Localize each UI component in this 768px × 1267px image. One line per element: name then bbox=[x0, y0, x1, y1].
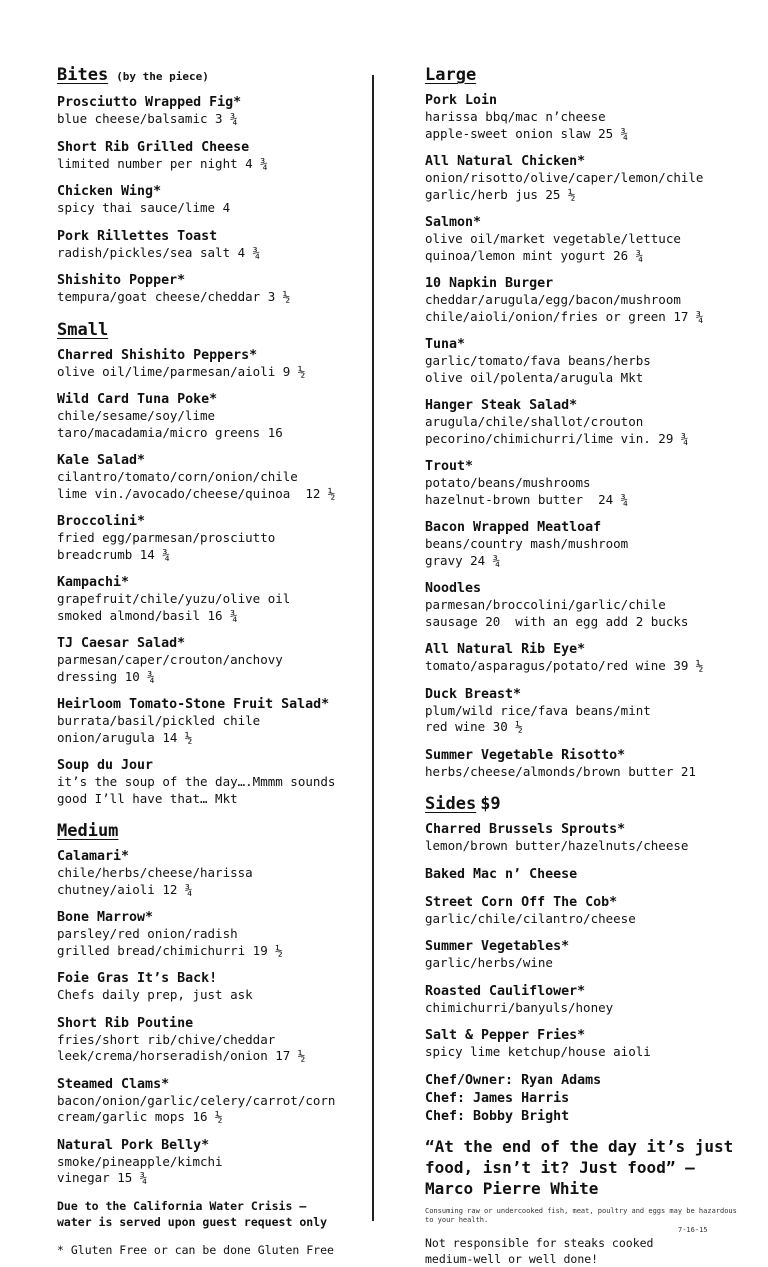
menu-item-description: potato/beans/mushrooms hazelnut-brown butter 24 ¾ bbox=[425, 475, 629, 507]
menu-item bbox=[57, 574, 357, 624]
menu-item-name: All Natural Chicken* bbox=[425, 154, 586, 169]
menu-item-description: chimichurri/banyuls/honey bbox=[425, 999, 614, 1015]
menu-item bbox=[425, 1027, 745, 1061]
menu-item-name: Short Rib Grilled Cheese bbox=[57, 139, 250, 155]
section-title: Bites (by the piece) bbox=[57, 62, 357, 90]
section-title: Large bbox=[425, 65, 477, 85]
menu-item-description: beans/country mash/mushroom gravy 24 ¾ bbox=[425, 536, 629, 568]
menu-item-description: plum/wild rice/fava beans/mint red wine 30 ½ bbox=[425, 702, 651, 734]
menu-item bbox=[57, 183, 357, 217]
menu-item-description: burrata/basil/pickled chile onion/arugula 14 ½ bbox=[57, 713, 261, 745]
menu-item bbox=[57, 970, 357, 1004]
menu-item bbox=[425, 519, 745, 569]
menu-item-name: Trout* bbox=[425, 459, 474, 474]
menu-item-description: herbs/cheese/almonds/brown butter 21 bbox=[425, 763, 696, 779]
menu-item-description: fries/short rib/chive/cheddar leek/crema/horseradish/onion 17 ½ bbox=[57, 1031, 306, 1063]
menu-item bbox=[57, 513, 357, 563]
water-notice: Due to the California Water Crisis – water is served upon guest request only bbox=[57, 1198, 328, 1229]
menu-item-description: radish/pickles/sea salt 4 ¾ bbox=[57, 244, 261, 260]
staff-line: Chef/Owner: Ryan Adams bbox=[425, 1072, 602, 1088]
steak-note: Not responsible for steaks cooked medium-well or well done! bbox=[425, 1235, 654, 1266]
menu-item-description: onion/risotto/olive/caper/lemon/chile garlic/herb jus 25 ½ bbox=[425, 170, 704, 202]
menu-item bbox=[425, 397, 745, 447]
menu-item-name: Salt & Pepper Fries* bbox=[425, 1028, 586, 1043]
right-column bbox=[425, 62, 745, 1267]
menu-item bbox=[57, 1137, 357, 1187]
menu-item-name: Salmon* bbox=[425, 215, 482, 230]
section-subtitle: (by the piece) bbox=[116, 70, 209, 83]
menu-item-description: chile/herbs/cheese/harissa chutney/aioli 12 ¾ bbox=[57, 865, 253, 897]
menu-item-description: blue cheese/balsamic 3 ¾ bbox=[57, 111, 238, 126]
menu-item-name: Pork Loin bbox=[425, 93, 498, 108]
menu-item-name: Tuna* bbox=[425, 337, 466, 352]
chef-quote: “At the end of the day it’s just food, isn’t it? Just food” – Marco Pierre White bbox=[425, 1136, 734, 1198]
menu-item bbox=[425, 894, 745, 928]
menu-item-name: Street Corn Off The Cob* bbox=[425, 894, 618, 910]
menu-item-description: chile/sesame/soy/lime taro/macadamia/micro greens 16 bbox=[57, 408, 283, 440]
menu-item bbox=[57, 94, 357, 128]
menu-item-description: tempura/goat cheese/cheddar 3 ½ bbox=[57, 289, 291, 304]
menu-item bbox=[425, 821, 745, 855]
menu-item bbox=[57, 696, 357, 746]
menu-item bbox=[425, 336, 745, 386]
section-title: Sides $9 bbox=[425, 791, 745, 817]
menu-item-description: parmesan/caper/crouton/anchovy dressing 10 ¾ bbox=[57, 652, 283, 684]
menu-item-name: Wild Card Tuna Poke* bbox=[57, 392, 218, 407]
menu-item-name: Prosciutto Wrapped Fig* bbox=[57, 95, 242, 110]
section-title: Medium bbox=[57, 821, 119, 841]
menu-item-name: Hanger Steak Salad* bbox=[425, 398, 578, 413]
menu-item-name: Charred Shishito Peppers* bbox=[57, 347, 258, 363]
menu-item bbox=[57, 848, 357, 898]
menu-item-description: arugula/chile/shallot/crouton pecorino/chimichurri/lime vin. 29 ¾ bbox=[425, 414, 689, 446]
menu-item-name: Charred Brussels Sprouts* bbox=[425, 822, 626, 837]
menu-item-description: grapefruit/chile/yuzu/olive oil smoked almond/basil 16 ¾ bbox=[57, 591, 291, 623]
section-small bbox=[57, 317, 357, 808]
section-large bbox=[425, 62, 745, 780]
menu-item-name: Foie Gras It’s Back! bbox=[57, 971, 218, 986]
menu-item-description: bacon/onion/garlic/celery/carrot/corn cream/garlic mops 16 ½ bbox=[57, 1092, 336, 1124]
menu-item-name: Roasted Cauliflower* bbox=[425, 983, 586, 999]
section-sides bbox=[425, 791, 745, 1061]
menu-item bbox=[425, 983, 745, 1017]
section-medium bbox=[57, 818, 357, 1187]
menu-item-name: Summer Vegetables* bbox=[425, 939, 570, 954]
menu-item-description: olive oil/market vegetable/lettuce quinoa/lemon mint yogurt 26 ¾ bbox=[425, 231, 681, 263]
menu-item bbox=[425, 92, 745, 142]
menu-item-description: garlic/tomato/fava beans/herbs olive oil/polenta/arugula Mkt bbox=[425, 353, 651, 385]
menu-item-name: TJ Caesar Salad* bbox=[57, 636, 186, 651]
menu-item-name: Summer Vegetable Risotto* bbox=[425, 747, 626, 763]
menu-item-description: limited number per night 4 ¾ bbox=[57, 155, 268, 171]
staff-line: Chef: James Harris bbox=[425, 1090, 570, 1106]
menu-item bbox=[425, 686, 745, 736]
menu-item-name: Noodles bbox=[425, 581, 482, 596]
staff-line: Chef: Bobby Bright bbox=[425, 1108, 570, 1124]
menu-item-description: fried egg/parmesan/prosciutto breadcrumb 14 ¾ bbox=[57, 530, 276, 562]
menu-item bbox=[57, 757, 357, 807]
menu-item-name: Kale Salad* bbox=[57, 453, 146, 468]
gluten-free-note: * Gluten Free or can be done Gluten Free bbox=[57, 1242, 334, 1257]
menu-item-description: garlic/chile/cilantro/cheese bbox=[425, 910, 636, 926]
menu-item-name: Duck Breast* bbox=[425, 686, 522, 702]
menu-item-description: olive oil/lime/parmesan/aioli 9 ½ bbox=[57, 363, 306, 379]
menu-item bbox=[425, 747, 745, 781]
menu-item-name: Soup du Jour bbox=[57, 758, 154, 773]
menu-item bbox=[57, 1076, 357, 1126]
menu-item bbox=[57, 391, 357, 441]
menu-item bbox=[425, 275, 745, 325]
menu-item bbox=[425, 214, 745, 264]
menu-item bbox=[57, 228, 357, 262]
menu-item-name: All Natural Rib Eye* bbox=[425, 642, 586, 657]
menu-item bbox=[57, 347, 357, 381]
left-column bbox=[57, 62, 357, 1258]
menu-item bbox=[425, 938, 745, 972]
menu-item-name: Heirloom Tomato-Stone Fruit Salad* bbox=[57, 697, 330, 712]
menu-item bbox=[425, 641, 745, 675]
menu-item bbox=[57, 272, 357, 306]
menu-item-description: lemon/brown butter/hazelnuts/cheese bbox=[425, 838, 689, 853]
menu-item-description: garlic/herbs/wine bbox=[425, 955, 553, 970]
menu-item bbox=[57, 452, 357, 502]
menu-item-name: Calamari* bbox=[57, 849, 130, 864]
menu-item-description: Chefs daily prep, just ask bbox=[57, 987, 253, 1002]
menu-item-name: 10 Napkin Burger bbox=[425, 276, 554, 291]
menu-item-description: cilantro/tomato/corn/onion/chile lime vin./avocado/cheese/quinoa 12 ½ bbox=[57, 469, 336, 501]
menu-item bbox=[57, 635, 357, 685]
menu-item-description: spicy thai sauce/lime 4 bbox=[57, 200, 231, 215]
menu-item bbox=[425, 153, 745, 203]
section-title: Small bbox=[57, 319, 109, 340]
menu-item-name: Shishito Popper* bbox=[57, 273, 186, 288]
menu-item-description: tomato/asparagus/potato/red wine 39 ½ bbox=[425, 658, 704, 673]
menu-item-name: Natural Pork Belly* bbox=[57, 1137, 210, 1153]
section-bites bbox=[57, 62, 357, 306]
menu-item-name: Pork Rillettes Toast bbox=[57, 228, 218, 244]
menu-item-description: harissa bbq/mac n’cheese apple-sweet onion slaw 25 ¾ bbox=[425, 109, 629, 141]
menu-item bbox=[57, 139, 357, 173]
menu-item-description: cheddar/arugula/egg/bacon/mushroom chile/aioli/onion/fries or green 17 ¾ bbox=[425, 292, 704, 324]
menu-item-name: Baked Mac n’ Cheese bbox=[425, 866, 578, 882]
consumption-warning: Consuming raw or undercooked fish, meat, poultry and eggs may be hazardous to your health. bbox=[425, 1206, 737, 1224]
menu-item-name: Broccolini* bbox=[57, 514, 146, 529]
menu-item-description: it’s the soup of the day….Mmmm sounds good I’ll have that… Mkt bbox=[57, 774, 336, 806]
menu-item-name: Short Rib Poutine bbox=[57, 1015, 194, 1031]
menu-item-description: parsley/red onion/radish grilled bread/chimichurri 19 ½ bbox=[57, 926, 283, 958]
menu-item-name: Chicken Wing* bbox=[57, 184, 162, 199]
menu-item-name: Bacon Wrapped Meatloaf bbox=[425, 520, 602, 535]
menu-item bbox=[57, 1015, 357, 1065]
menu-item-description: spicy lime ketchup/house aioli bbox=[425, 1044, 651, 1059]
menu-item-description: smoke/pineapple/kimchi vinegar 15 ¾ bbox=[57, 1153, 223, 1185]
column-divider bbox=[372, 75, 374, 1221]
menu-item-name: Kampachi* bbox=[57, 575, 130, 590]
menu-item-description: parmesan/broccolini/garlic/chile sausage 20 with an egg add 2 bucks bbox=[425, 597, 689, 629]
menu-item-name: Bone Marrow* bbox=[57, 910, 154, 925]
sides-price: $9 bbox=[480, 794, 501, 814]
menu-item bbox=[425, 458, 745, 508]
staff-list bbox=[425, 1072, 745, 1126]
menu-item bbox=[425, 866, 745, 883]
menu-item bbox=[425, 580, 745, 630]
menu-item-name: Steamed Clams* bbox=[57, 1076, 170, 1092]
menu-item bbox=[57, 909, 357, 959]
menu-date: 7-16-15 bbox=[678, 1226, 708, 1234]
